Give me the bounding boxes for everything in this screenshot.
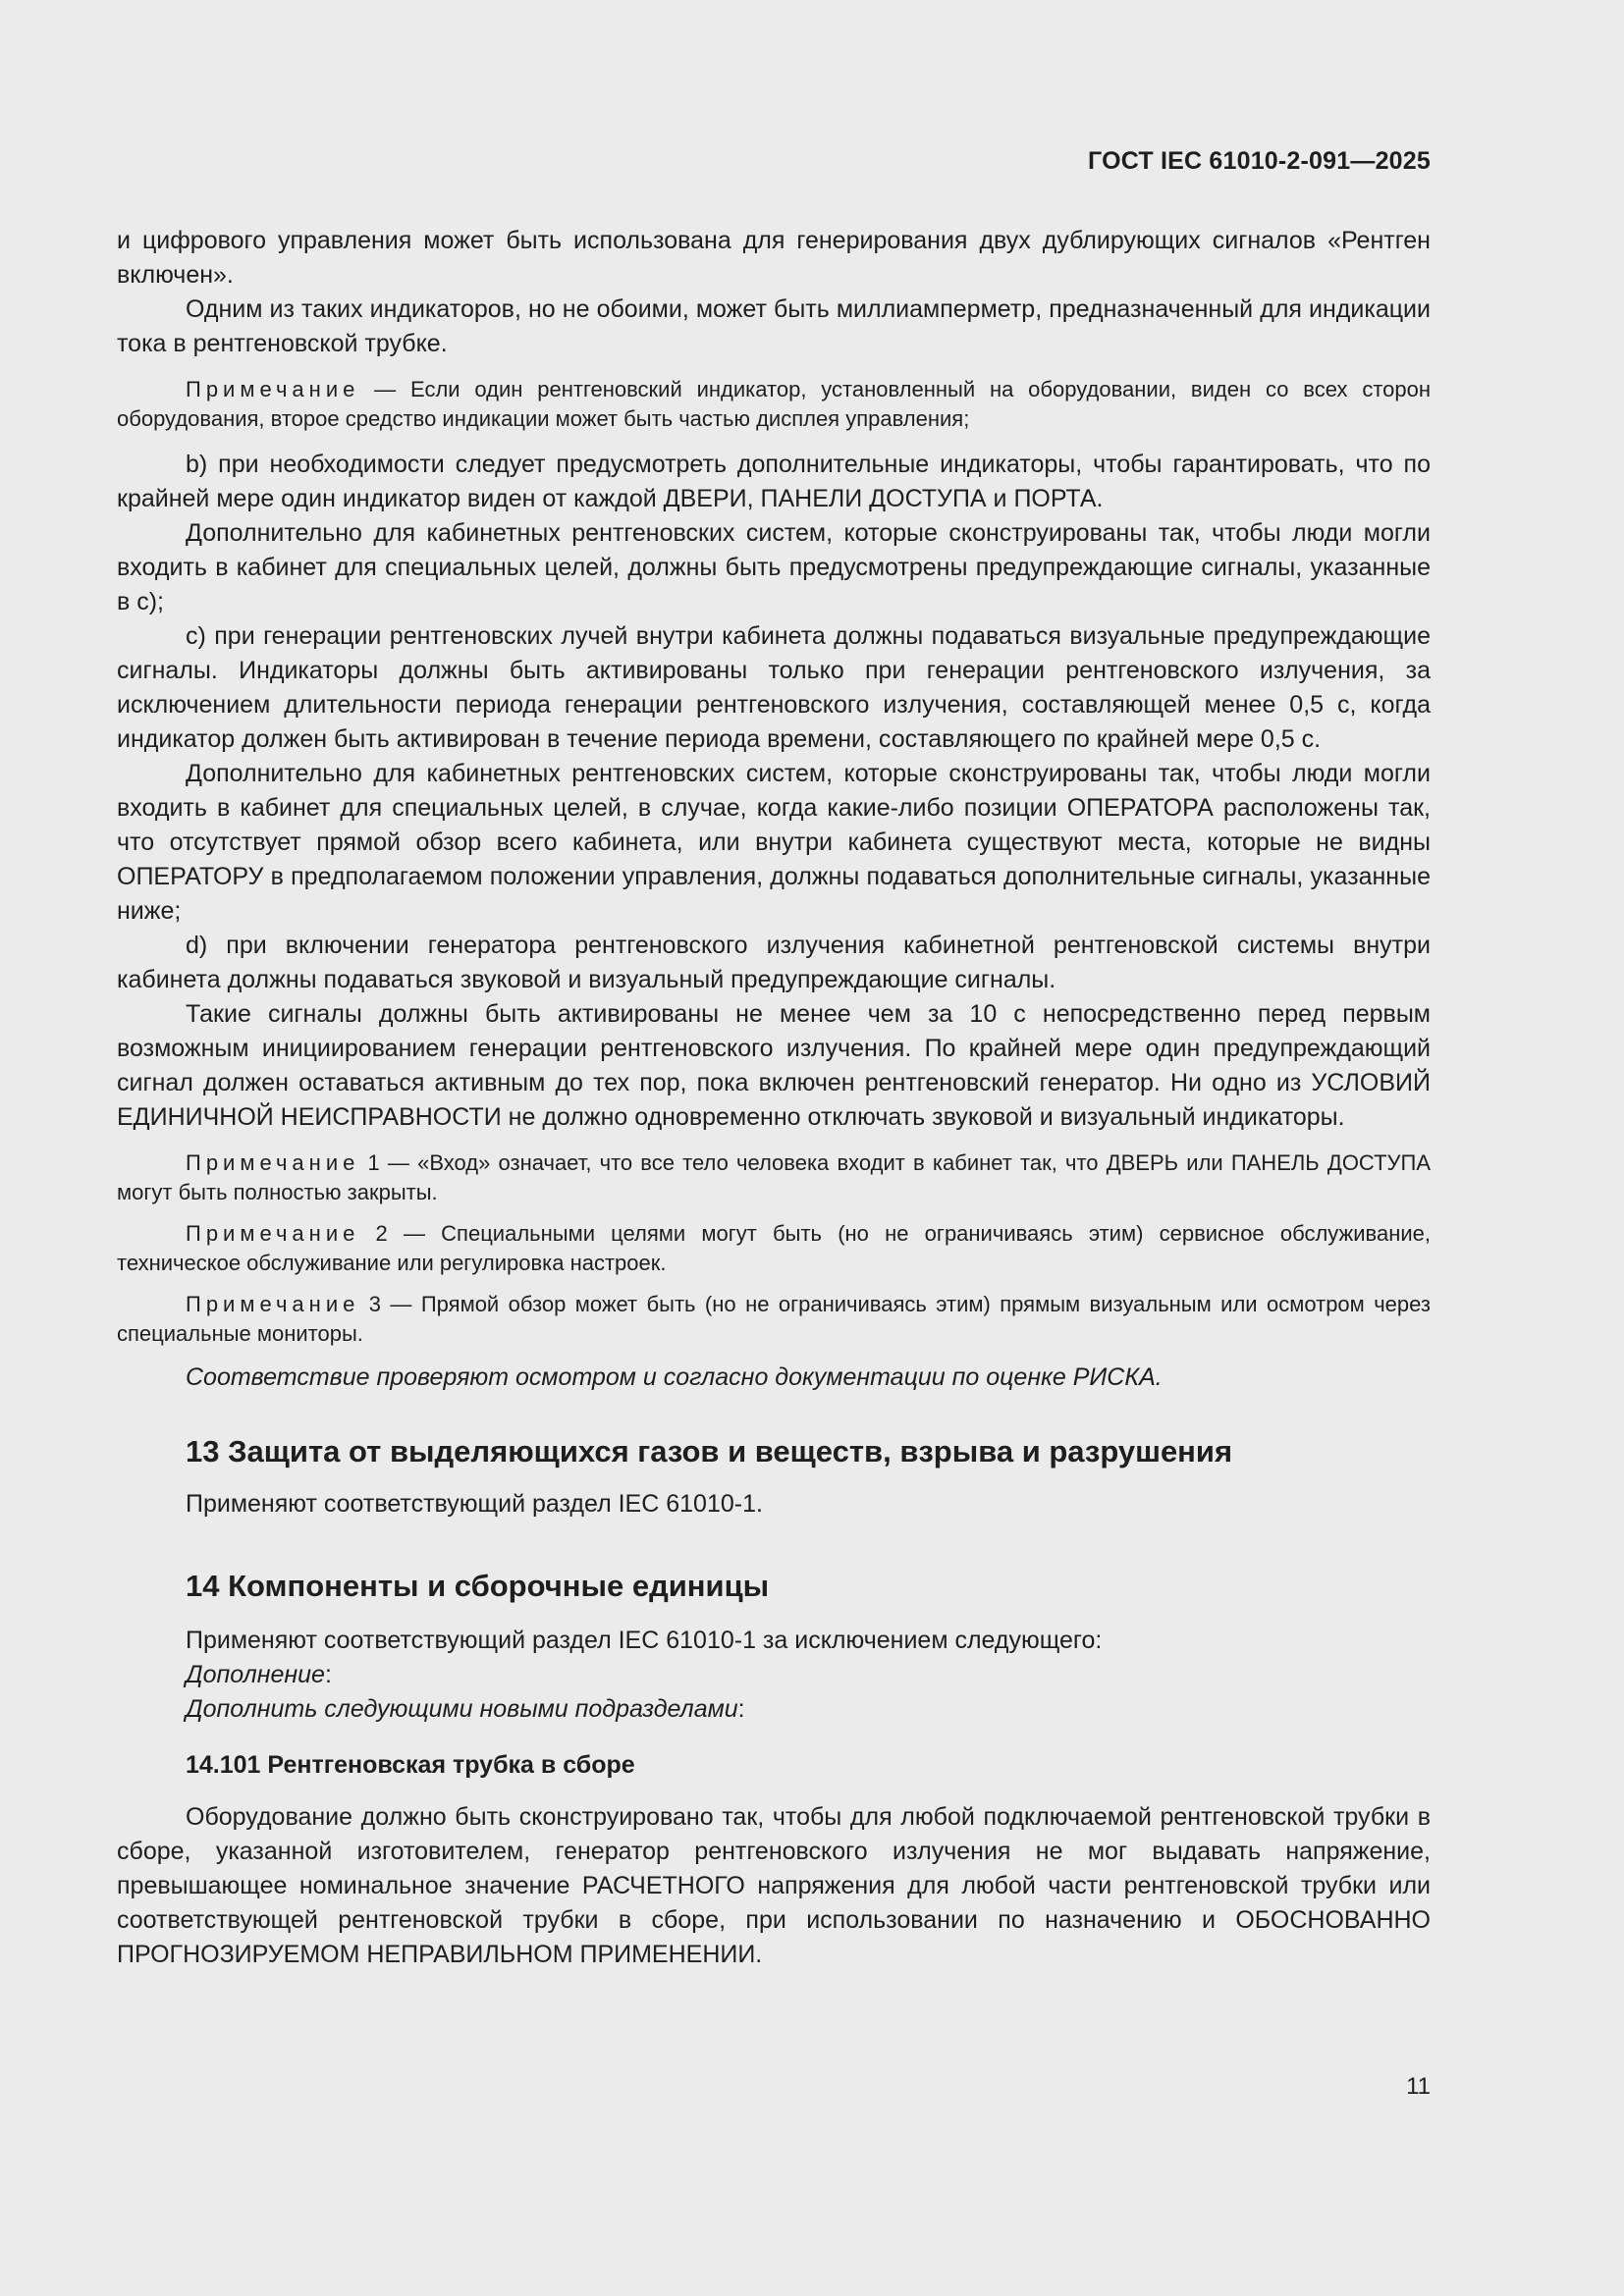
- section-13-text: Применяют соответствующий раздел IEC 61010-1.: [186, 1490, 763, 1518]
- note-text: 3 — Прямой обзор может быть (но не ограничиваясь этим) прямым визуальным или осмотром через специальные мониторы.: [117, 1292, 1431, 1346]
- note-label: Примечание: [186, 1150, 360, 1175]
- note-text: 2 — Специальными целями могут быть (но не ограничиваясь этим) сервисное обслуживание, техническое обслуживание или регулировка настроек.: [117, 1221, 1431, 1275]
- addition-text: Дополнение: [186, 1661, 325, 1688]
- note-label: Примечание: [186, 1292, 360, 1316]
- paragraph: и цифрового управления может быть использована для генерирования двух дублирующих сигналов «Рентген включен».: [117, 227, 1431, 289]
- note-3: [117, 1290, 1431, 1349]
- supplement-label: [117, 1692, 1431, 1727]
- note-1: [117, 1148, 1431, 1207]
- compliance-statement: Соответствие проверяют осмотром и согласно документации по оценке РИСКА.: [186, 1363, 1163, 1391]
- list-item-b: b) при необходимости следует предусмотреть дополнительные индикаторы, чтобы гарантировать, что по крайней мере один индикатор виден от каждой ДВЕРИ, ПАНЕЛИ ДОСТУПА и ПОРТА.: [117, 451, 1431, 512]
- section-14-heading: 14 Компоненты и сборочные единицы: [186, 1569, 770, 1603]
- addition-colon: :: [324, 1661, 332, 1688]
- paragraph: Такие сигналы должны быть активированы не менее чем за 10 с непосредственно перед первым возможным инициированием генерации рентгеновского излучения. По крайней мере один предупреждающий сигнал должен оставаться активным до тех пор, пока включен рентгеновский генератор. Ни одно из УСЛОВИЙ ЕДИНИЧНОЙ НЕИСПРАВНОСТИ не должно одновременно отключать звуковой и визуальный индикаторы.: [117, 1000, 1431, 1131]
- addition-label: [117, 1658, 1431, 1692]
- supplement-text: Дополнить следующими новыми подразделами: [186, 1695, 738, 1723]
- subsection-14-101-text: Оборудование должно быть сконструировано так, чтобы для любой подключаемой рентгеновской трубки в сборе, указанной изготовителем, генератор рентгеновского излучения не мог выдавать напряжение, превышающее номинальное значение РАСЧЕТНОГО напряжения для любой части рентгеновской трубки или соответствующей рентгеновской трубки в сборе, при использовании по назначению и ОБОСНОВАННО ПРОГНОЗИРУЕМОМ НЕПРАВИЛЬНОМ ПРИМЕНЕНИИ.: [117, 1803, 1431, 1968]
- subsection-14-101-heading: 14.101 Рентгеновская трубка в сборе: [186, 1751, 635, 1779]
- paragraph: Дополнительно для кабинетных рентгеновских систем, которые сконструированы так, чтобы люди могли входить в кабинет для специальных целей, должны быть предусмотрены предупреждающие сигналы, указанные в с);: [117, 519, 1431, 615]
- section-14-text: Применяют соответствующий раздел IEC 61010-1 за исключением следующего:: [186, 1627, 1103, 1654]
- section-13-heading: 13 Защита от выделяющихся газов и веществ, взрыва и разрушения: [186, 1434, 1233, 1468]
- paragraph: Дополнительно для кабинетных рентгеновских систем, которые сконструированы так, чтобы люди могли входить в кабинет для специальных целей, в случае, когда какие-либо позиции ОПЕРАТОРА расположены так, что отсутствует прямой обзор всего кабинета, или внутри кабинета существуют места, которые не видны ОПЕРАТОРУ в предполагаемом положении управления, должны подаваться дополнительные сигналы, указанные ниже;: [117, 760, 1431, 925]
- page-content: [117, 224, 1431, 1972]
- note-2: [117, 1219, 1431, 1278]
- note-label: Примечание: [186, 377, 360, 401]
- list-item-c: c) при генерации рентгеновских лучей внутри кабинета должны подаваться визуальные предупреждающие сигналы. Индикаторы должны быть активированы только при генерации рентгеновского излучения, за исключением длительности периода генерации рентгеновского излучения, составляющей менее 0,5 с, когда индикатор должен быть активирован в течение периода времени, составляющего по крайней мере 0,5 с.: [117, 622, 1431, 753]
- paragraph: Одним из таких индикаторов, но не обоими, может быть миллиамперметр, предназначенный для индикации тока в рентгеновской трубке.: [117, 295, 1431, 357]
- list-item-d: d) при включении генератора рентгеновского излучения кабинетной рентгеновской системы внутри кабинета должны подаваться звуковой и визуальный предупреждающие сигналы.: [117, 932, 1431, 993]
- note: [117, 375, 1431, 434]
- note-label: Примечание: [186, 1221, 360, 1246]
- note-text: — Если один рентгеновский индикатор, установленный на оборудовании, виден со всех сторон оборудования, второе средство индикации может быть частью дисплея управления;: [117, 377, 1431, 431]
- supplement-colon: :: [737, 1695, 745, 1723]
- page-number: 11: [1406, 2073, 1431, 2100]
- document-header: ГОСТ IEC 61010-2-091—2025: [1088, 147, 1431, 175]
- note-text: 1 — «Вход» означает, что все тело человека входит в кабинет так, что ДВЕРЬ или ПАНЕЛЬ ДОСТУПА могут быть полностью закрыты.: [117, 1150, 1431, 1204]
